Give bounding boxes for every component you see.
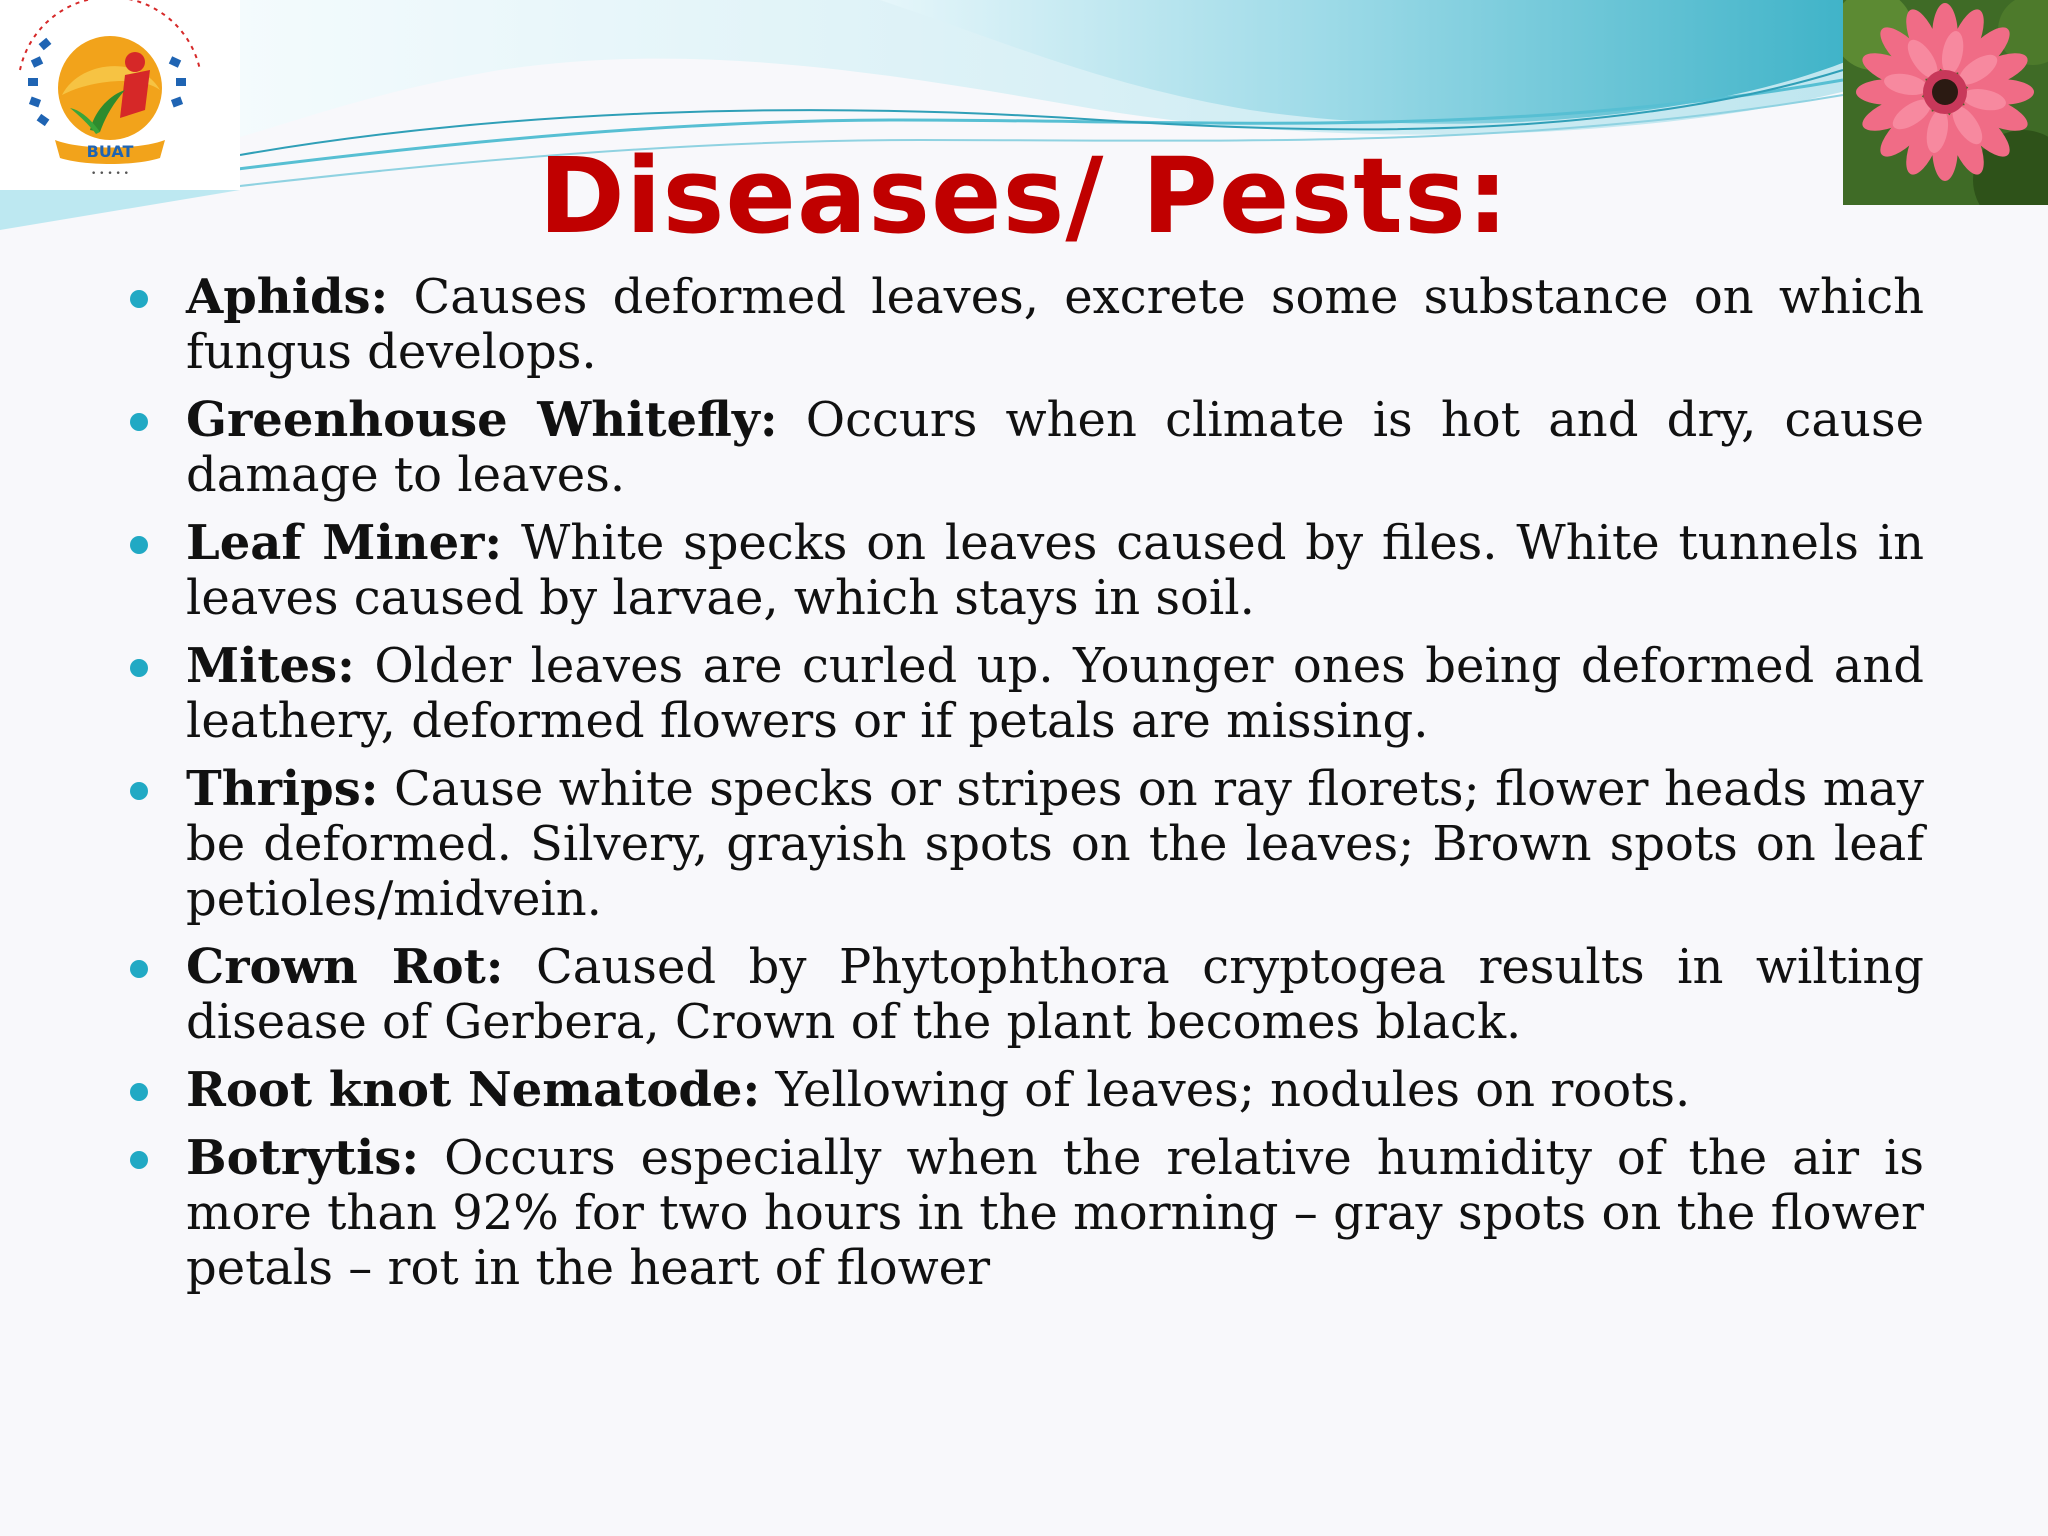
list-item: [124, 1063, 1924, 1118]
item-text: Causes deformed leaves, excrete some substance on which fungus develops.: [186, 269, 1925, 380]
list-item: [124, 270, 1924, 380]
bullet-icon: [130, 659, 148, 677]
bullet-icon: [130, 960, 148, 978]
list-item: [124, 1131, 1924, 1296]
item-text: Older leaves are curled up. Younger ones being deformed and leathery, deformed flowers or if petals are missing.: [186, 638, 1924, 749]
item-term: Botrytis:: [186, 1130, 420, 1186]
list-item: [124, 639, 1924, 749]
svg-text:• • • • •: • • • • •: [91, 169, 129, 179]
pest-list: [124, 270, 1924, 1309]
item-text: Yellowing of leaves; nodules on roots.: [775, 1062, 1691, 1118]
slide-title: Diseases/ Pests:: [538, 135, 1510, 257]
item-text: Occurs when climate is hot and dry, cause damage to leaves.: [186, 392, 1924, 503]
item-term: Aphids:: [186, 269, 389, 325]
list-item: [124, 940, 1924, 1050]
item-term: Greenhouse Whitefly:: [186, 392, 778, 448]
bullet-icon: [130, 536, 148, 554]
item-term: Leaf Miner:: [186, 515, 503, 571]
item-text: Caused by Phytophthora cryptogea results in wilting disease of Gerbera, Crown of the plant becomes black.: [186, 939, 1925, 1050]
bullet-icon: [130, 1083, 148, 1101]
list-item: [124, 393, 1924, 503]
bullet-icon: [130, 782, 148, 800]
item-term: Mites:: [186, 638, 355, 694]
bullet-icon: [130, 290, 148, 308]
item-text: Occurs especially when the relative humidity of the air is more than 92% for two hours in the morning – gray spots on the flower petals – rot in the heart of flower: [186, 1130, 1924, 1296]
bullet-icon: [130, 1151, 148, 1169]
item-text: Cause white specks or stripes on ray florets; flower heads may be deformed. Silvery, grayish spots on the leaves; Brown spots on leaf petioles/midvein.: [186, 761, 1924, 927]
list-item: [124, 762, 1924, 927]
item-term: Thrips:: [186, 761, 379, 817]
logo-text: BUAT: [86, 142, 134, 161]
item-term: Crown Rot:: [186, 939, 504, 995]
list-item: [124, 516, 1924, 626]
bullet-icon: [130, 413, 148, 431]
item-term: Root knot Nematode:: [186, 1062, 761, 1118]
item-text: White specks on leaves caused by files. White tunnels in leaves caused by larvae, which stays in soil.: [186, 515, 1925, 626]
